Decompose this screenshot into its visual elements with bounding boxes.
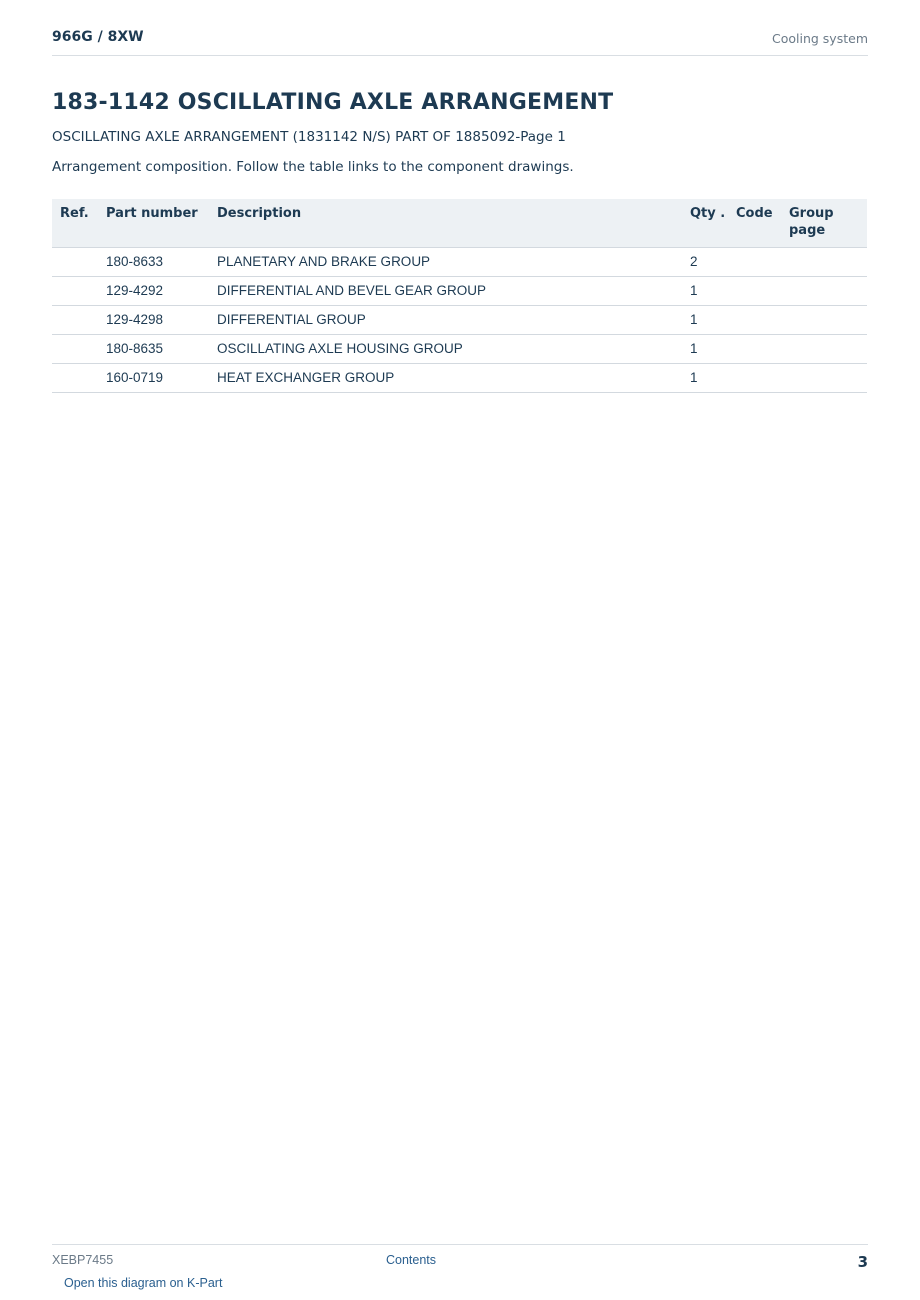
table-header-row xyxy=(52,199,867,248)
cell-description: DIFFERENTIAL AND BEVEL GEAR GROUP xyxy=(209,277,682,306)
cell-description: DIFFERENTIAL GROUP xyxy=(209,306,682,335)
cell-qty: 1 xyxy=(682,277,728,306)
page-subtitle: OSCILLATING AXLE ARRANGEMENT (1831142 N/S) PART OF 1885092-Page 1 xyxy=(52,129,566,145)
col-group-page: Group page xyxy=(781,199,867,248)
kpart-diagram-link[interactable]: Open this diagram on K-Part xyxy=(64,1276,223,1290)
cell-ref xyxy=(52,335,98,364)
model-label: 966G / 8XW xyxy=(52,29,144,45)
cell-description: HEAT EXCHANGER GROUP xyxy=(209,364,682,393)
table-row[interactable] xyxy=(52,335,867,364)
section-label: Cooling system xyxy=(772,31,868,46)
cell-ref xyxy=(52,248,98,277)
cell-group-page xyxy=(781,364,867,393)
table-row[interactable] xyxy=(52,364,867,393)
parts-table xyxy=(52,199,867,393)
cell-group-page xyxy=(781,248,867,277)
cell-ref xyxy=(52,277,98,306)
cell-part-number[interactable]: 180-8635 xyxy=(98,335,209,364)
cell-qty: 1 xyxy=(682,364,728,393)
page-footer xyxy=(52,1244,868,1275)
cell-qty: 1 xyxy=(682,335,728,364)
cell-ref xyxy=(52,364,98,393)
col-description: Description xyxy=(209,199,682,248)
cell-description: OSCILLATING AXLE HOUSING GROUP xyxy=(209,335,682,364)
cell-group-page xyxy=(781,306,867,335)
cell-part-number[interactable]: 180-8633 xyxy=(98,248,209,277)
cell-part-number[interactable]: 129-4298 xyxy=(98,306,209,335)
page-title: 183-1142 OSCILLATING AXLE ARRANGEMENT xyxy=(52,90,614,115)
cell-ref xyxy=(52,306,98,335)
cell-part-number[interactable]: 160-0719 xyxy=(98,364,209,393)
col-qty: Qty . xyxy=(682,199,728,248)
page-number: 3 xyxy=(857,1253,868,1271)
cell-code xyxy=(728,248,781,277)
page-header xyxy=(52,28,868,56)
cell-part-number[interactable]: 129-4292 xyxy=(98,277,209,306)
col-part-number: Part number xyxy=(98,199,209,248)
col-code: Code xyxy=(728,199,781,248)
cell-group-page xyxy=(781,277,867,306)
cell-code xyxy=(728,277,781,306)
cell-code xyxy=(728,364,781,393)
table-row[interactable] xyxy=(52,306,867,335)
table-row[interactable] xyxy=(52,277,867,306)
cell-description: PLANETARY AND BRAKE GROUP xyxy=(209,248,682,277)
cell-group-page xyxy=(781,335,867,364)
intro-text: Arrangement composition. Follow the table links to the component drawings. xyxy=(52,159,574,175)
table-row[interactable] xyxy=(52,248,867,277)
col-ref: Ref. xyxy=(52,199,98,248)
cell-qty: 2 xyxy=(682,248,728,277)
cell-code xyxy=(728,335,781,364)
cell-code xyxy=(728,306,781,335)
cell-qty: 1 xyxy=(682,306,728,335)
document-id: XEBP7455 xyxy=(52,1253,114,1267)
contents-link[interactable]: Contents xyxy=(386,1253,437,1267)
